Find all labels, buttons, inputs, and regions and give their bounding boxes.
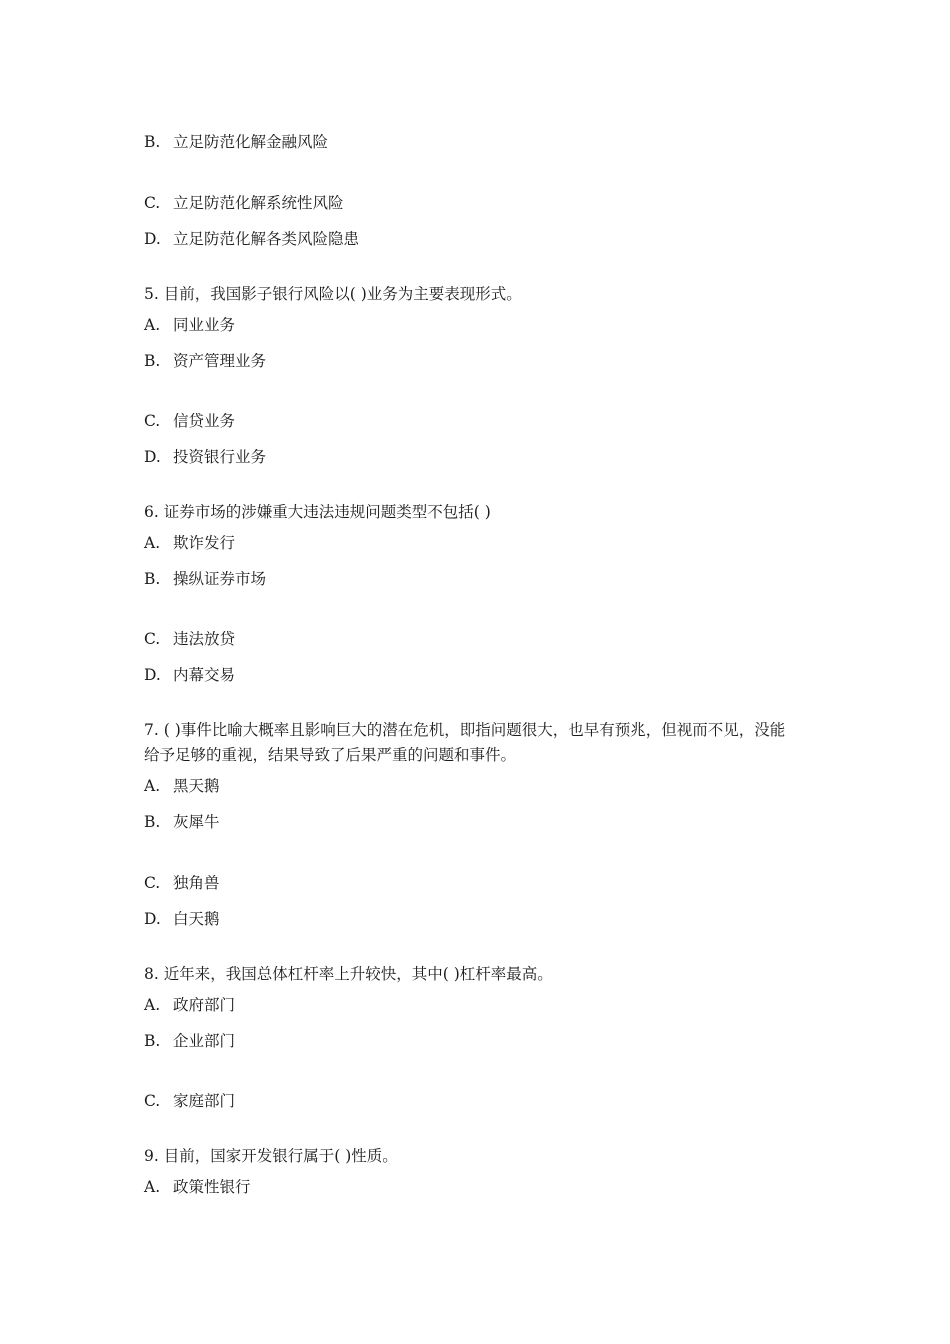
option-text: 独角兽 — [173, 874, 220, 892]
option-a — [144, 1176, 251, 1198]
option-letter: C. — [144, 412, 161, 430]
question-number: 9. — [144, 1147, 159, 1165]
option-text: 家庭部门 — [173, 1092, 236, 1110]
option-letter: B. — [144, 133, 161, 151]
option-a — [144, 994, 235, 1016]
question-text: 近年来，我国总体杠杆率上升较快，其中( )杠杆率最高。 — [163, 965, 553, 983]
option-letter: A. — [144, 316, 161, 334]
option-b — [144, 811, 220, 833]
option-letter: D. — [144, 230, 161, 248]
option-letter: D. — [144, 666, 161, 684]
option-letter: C. — [144, 874, 161, 892]
option-text: 灰犀牛 — [173, 813, 220, 831]
option-c — [144, 192, 344, 214]
option-letter: C. — [144, 194, 161, 212]
option-letter: D. — [144, 910, 161, 928]
question-7-continuation — [144, 744, 516, 766]
option-d — [144, 908, 220, 930]
option-text: 信贷业务 — [173, 412, 236, 430]
option-letter: A. — [144, 996, 161, 1014]
option-letter: B. — [144, 352, 161, 370]
option-text: 立足防范化解金融风险 — [173, 133, 329, 151]
question-text-line1: ( )事件比喻大概率且影响巨大的潜在危机，即指问题很大，也早有预兆，但视而不见，没能 — [163, 721, 786, 739]
option-b — [144, 1030, 235, 1052]
option-a — [144, 314, 235, 336]
option-letter: B. — [144, 570, 161, 588]
option-text: 企业部门 — [173, 1032, 236, 1050]
option-text: 资产管理业务 — [173, 352, 267, 370]
question-text: 目前，我国影子银行风险以( )业务为主要表现形式。 — [163, 285, 522, 303]
option-text: 黑天鹅 — [173, 777, 220, 795]
option-text: 政府部门 — [173, 996, 236, 1014]
question-number: 7. — [144, 721, 159, 739]
question-9 — [144, 1145, 398, 1167]
question-5 — [144, 283, 522, 305]
option-text: 白天鹅 — [173, 910, 220, 928]
option-text: 欺诈发行 — [173, 534, 236, 552]
option-letter: C. — [144, 1092, 161, 1110]
option-c — [144, 1090, 235, 1112]
question-8 — [144, 963, 553, 985]
option-text: 立足防范化解系统性风险 — [173, 194, 344, 212]
question-6 — [144, 501, 491, 523]
option-c — [144, 872, 220, 894]
option-text: 政策性银行 — [173, 1178, 251, 1196]
option-letter: D. — [144, 448, 161, 466]
option-d — [144, 664, 235, 686]
question-7 — [144, 719, 785, 741]
option-a — [144, 532, 235, 554]
option-text: 立足防范化解各类风险隐患 — [173, 230, 360, 248]
option-text: 操纵证券市场 — [173, 570, 267, 588]
question-text: 目前，国家开发银行属于( )性质。 — [163, 1147, 398, 1165]
option-b — [144, 350, 266, 372]
option-text: 同业业务 — [173, 316, 236, 334]
option-c — [144, 410, 235, 432]
option-letter: A. — [144, 534, 161, 552]
option-b — [144, 568, 266, 590]
question-text-line2: 给予足够的重视，结果导致了后果严重的问题和事件。 — [144, 746, 517, 764]
option-text: 内幕交易 — [173, 666, 236, 684]
option-letter: B. — [144, 813, 161, 831]
option-d — [144, 446, 266, 468]
question-text: 证券市场的涉嫌重大违法违规问题类型不包括( ) — [163, 503, 491, 521]
option-text: 违法放贷 — [173, 630, 236, 648]
option-c — [144, 628, 235, 650]
option-letter: A. — [144, 1178, 161, 1196]
option-a — [144, 775, 220, 797]
option-b — [144, 131, 328, 153]
option-text: 投资银行业务 — [173, 448, 267, 466]
question-number: 6. — [144, 503, 159, 521]
option-letter: A. — [144, 777, 161, 795]
question-number: 5. — [144, 285, 159, 303]
option-d — [144, 228, 359, 250]
option-letter: C. — [144, 630, 161, 648]
option-letter: B. — [144, 1032, 161, 1050]
question-number: 8. — [144, 965, 159, 983]
